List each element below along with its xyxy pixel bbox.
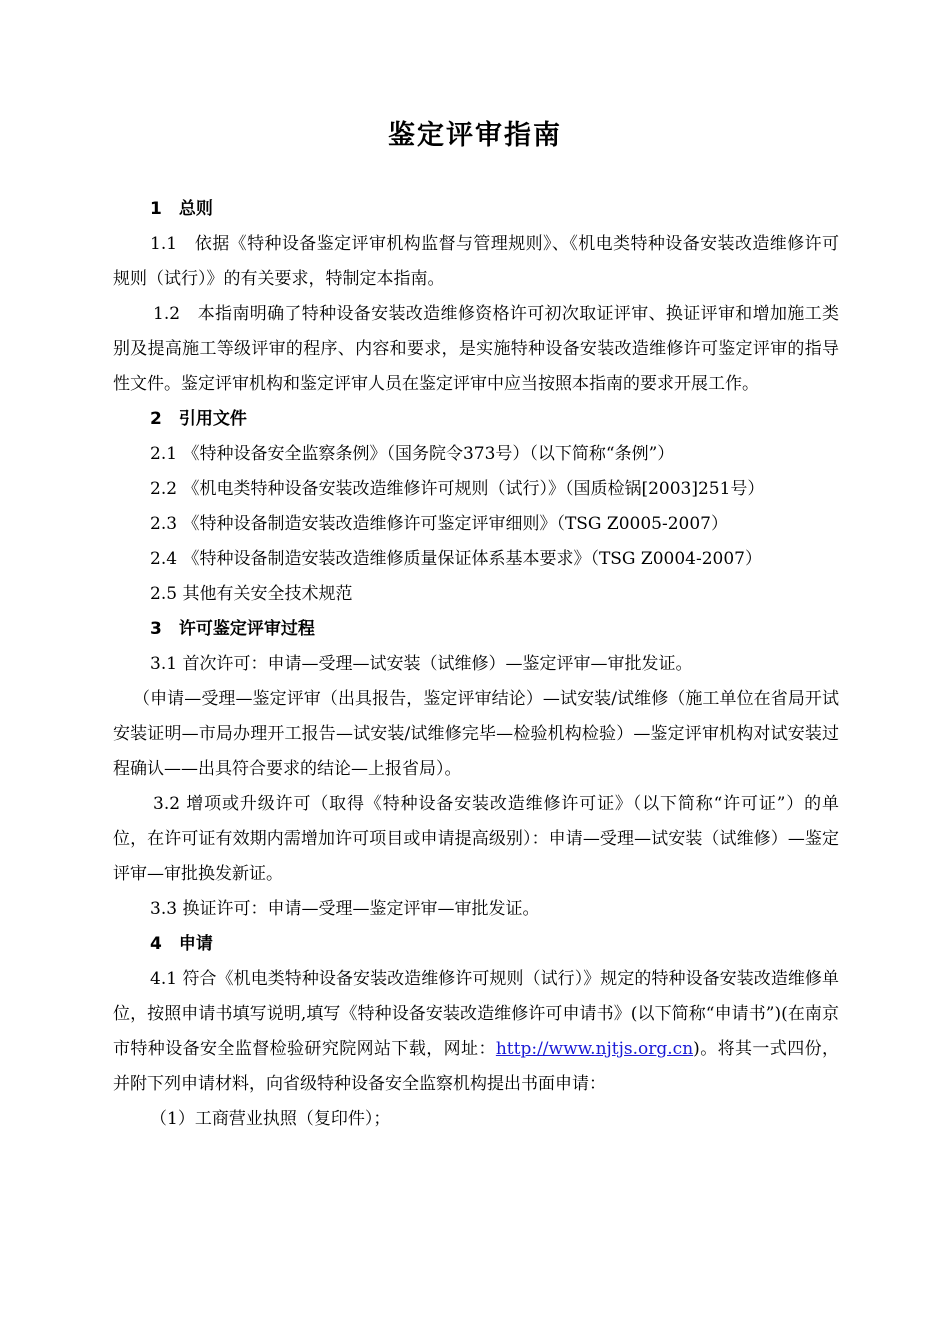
paragraph-1-2: 1.2 本指南明确了特种设备安装改造维修资格许可初次取证评审、换证评审和增加施工类别及提高施工等级评审的程序、内容和要求，是实施特种设备安装改造维修许可鉴定评审的指导性文件。鉴定评审机构和鉴定评审人员在鉴定评审中应当按照本指南的要求开展工作。 <box>113 304 839 394</box>
paragraph-2-5: 2.5 其他有关安全技术规范 <box>150 584 353 604</box>
paragraph-4-1-text-after: )。将其一式四份，并附下列申请材料，向省级特种设备安全监察机构提出书面申请： <box>113 1039 840 1094</box>
paragraph-2-2: 2.2 《机电类特种设备安装改造维修许可规则（试行）》（国质检锅[2003]251号） <box>150 479 765 499</box>
section-heading-2: 2 引用文件 <box>150 409 247 429</box>
paragraph-2-1: 2.1 《特种设备安全监察条例》（国务院令373号）（以下简称“条例”） <box>150 444 675 464</box>
paragraph-2-4: 2.4 《特种设备制造安装改造维修质量保证体系基本要求》（TSG Z0004-2007） <box>150 549 762 569</box>
page-title: 鉴定评审指南 <box>388 120 562 151</box>
paragraph-3-2: 3.2 增项或升级许可（取得《特种设备安装改造维修许可证》（以下简称“许可证”）的单位，在许可证有效期内需增加许可项目或申请提高级别）：申请—受理—试安装（试维修）—鉴定评审—审批换发新证。 <box>113 794 839 884</box>
paragraph-4-1 <box>113 962 839 1102</box>
section-heading-3: 3 许可鉴定评审过程 <box>150 619 315 639</box>
section-heading-4: 4 申请 <box>150 934 213 954</box>
website-link[interactable]: http://www.njtjs.org.cn <box>495 1039 694 1059</box>
paragraph-3-1-detail: （申请—受理—鉴定评审（出具报告，鉴定评审结论）—试安装/试维修（施工单位在省局开试安装证明—市局办理开工报告—试安装/试维修完毕—检验机构检验）—鉴定评审机构对试安装过程确认——出具符合要求的结论—上报省局）。 <box>113 689 839 779</box>
paragraph-4-1-text-before: 4.1 符合《机电类特种设备安装改造维修许可规则（试行）》规定的特种设备安装改造维修单位，按照申请书填写说明,填写《特种设备安装改造维修许可申请书》(以下简称“申请书”)(在南京市特种设备安全监督检验研究院网站下载，网址： <box>113 969 839 1059</box>
list-item-1: （1）工商营业执照（复印件）； <box>150 1109 391 1129</box>
section-heading-1: 1 总则 <box>150 199 213 219</box>
paragraph-2-3: 2.3 《特种设备制造安装改造维修许可鉴定评审细则》（TSG Z0005-2007） <box>150 514 728 534</box>
paragraph-3-1: 3.1 首次许可：申请—受理—试安装（试维修）—鉴定评审—审批发证。 <box>150 654 693 674</box>
paragraph-3-3: 3.3 换证许可：申请—受理—鉴定评审—审批发证。 <box>150 899 540 919</box>
paragraph-1-1: 1.1 依据《特种设备鉴定评审机构监督与管理规则》、《机电类特种设备安装改造维修许可规则（试行）》的有关要求，特制定本指南。 <box>113 234 839 289</box>
document-body <box>113 192 839 1137</box>
